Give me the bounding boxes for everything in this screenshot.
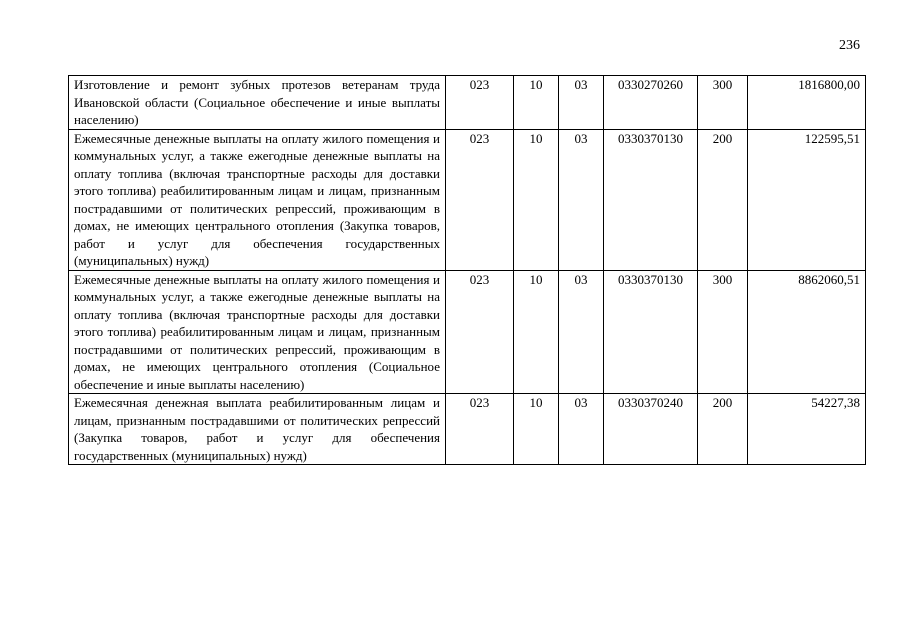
expense-type-code: 200 [698, 129, 748, 270]
ministry-code: 023 [446, 394, 514, 465]
section-code: 10 [514, 76, 559, 130]
page-number: 236 [839, 38, 860, 53]
row-description: Ежемесячные денежные выплаты на оплату жилого помещения и коммунальных услуг, а также ежегодные денежные выплаты на оплату топлива (включая транспортные расходы для доставки этого топлива) реабилитированным лицам и лицам, признанным пострадавшими от политических репрессий, проживающим в домах, не имеющих центрального отопления (Социальное обеспечение и иные выплаты населению) [69, 270, 446, 394]
table-row [69, 270, 866, 394]
table-row [69, 76, 866, 130]
section-code: 10 [514, 394, 559, 465]
subsection-code: 03 [559, 129, 604, 270]
target-code: 0330370130 [604, 129, 698, 270]
target-code: 0330270260 [604, 76, 698, 130]
amount: 8862060,51 [748, 270, 866, 394]
target-code: 0330370130 [604, 270, 698, 394]
row-description: Ежемесячные денежные выплаты на оплату жилого помещения и коммунальных услуг, а также ежегодные денежные выплаты на оплату топлива (включая транспортные расходы для доставки этого топлива) реабилитированным лицам и лицам, признанным пострадавшими от политических репрессий, проживающим в домах, не имеющих центрального отопления (Закупка товаров, работ и услуг для обеспечения государственных (муниципальных) нужд) [69, 129, 446, 270]
table-row [69, 129, 866, 270]
ministry-code: 023 [446, 76, 514, 130]
budget-table [68, 75, 866, 465]
row-description: Изготовление и ремонт зубных протезов ветеранам труда Ивановской области (Социальное обеспечение и иные выплаты населению) [69, 76, 446, 130]
subsection-code: 03 [559, 394, 604, 465]
table-row [69, 394, 866, 465]
subsection-code: 03 [559, 270, 604, 394]
amount: 1816800,00 [748, 76, 866, 130]
row-description: Ежемесячная денежная выплата реабилитированным лицам и лицам, признанным пострадавшими от политических репрессий (Закупка товаров, работ и услуг для обеспечения государственных (муниципальных) нужд) [69, 394, 446, 465]
expense-type-code: 300 [698, 76, 748, 130]
ministry-code: 023 [446, 129, 514, 270]
amount: 54227,38 [748, 394, 866, 465]
section-code: 10 [514, 129, 559, 270]
expense-type-code: 200 [698, 394, 748, 465]
amount: 122595,51 [748, 129, 866, 270]
ministry-code: 023 [446, 270, 514, 394]
section-code: 10 [514, 270, 559, 394]
target-code: 0330370240 [604, 394, 698, 465]
expense-type-code: 300 [698, 270, 748, 394]
subsection-code: 03 [559, 76, 604, 130]
